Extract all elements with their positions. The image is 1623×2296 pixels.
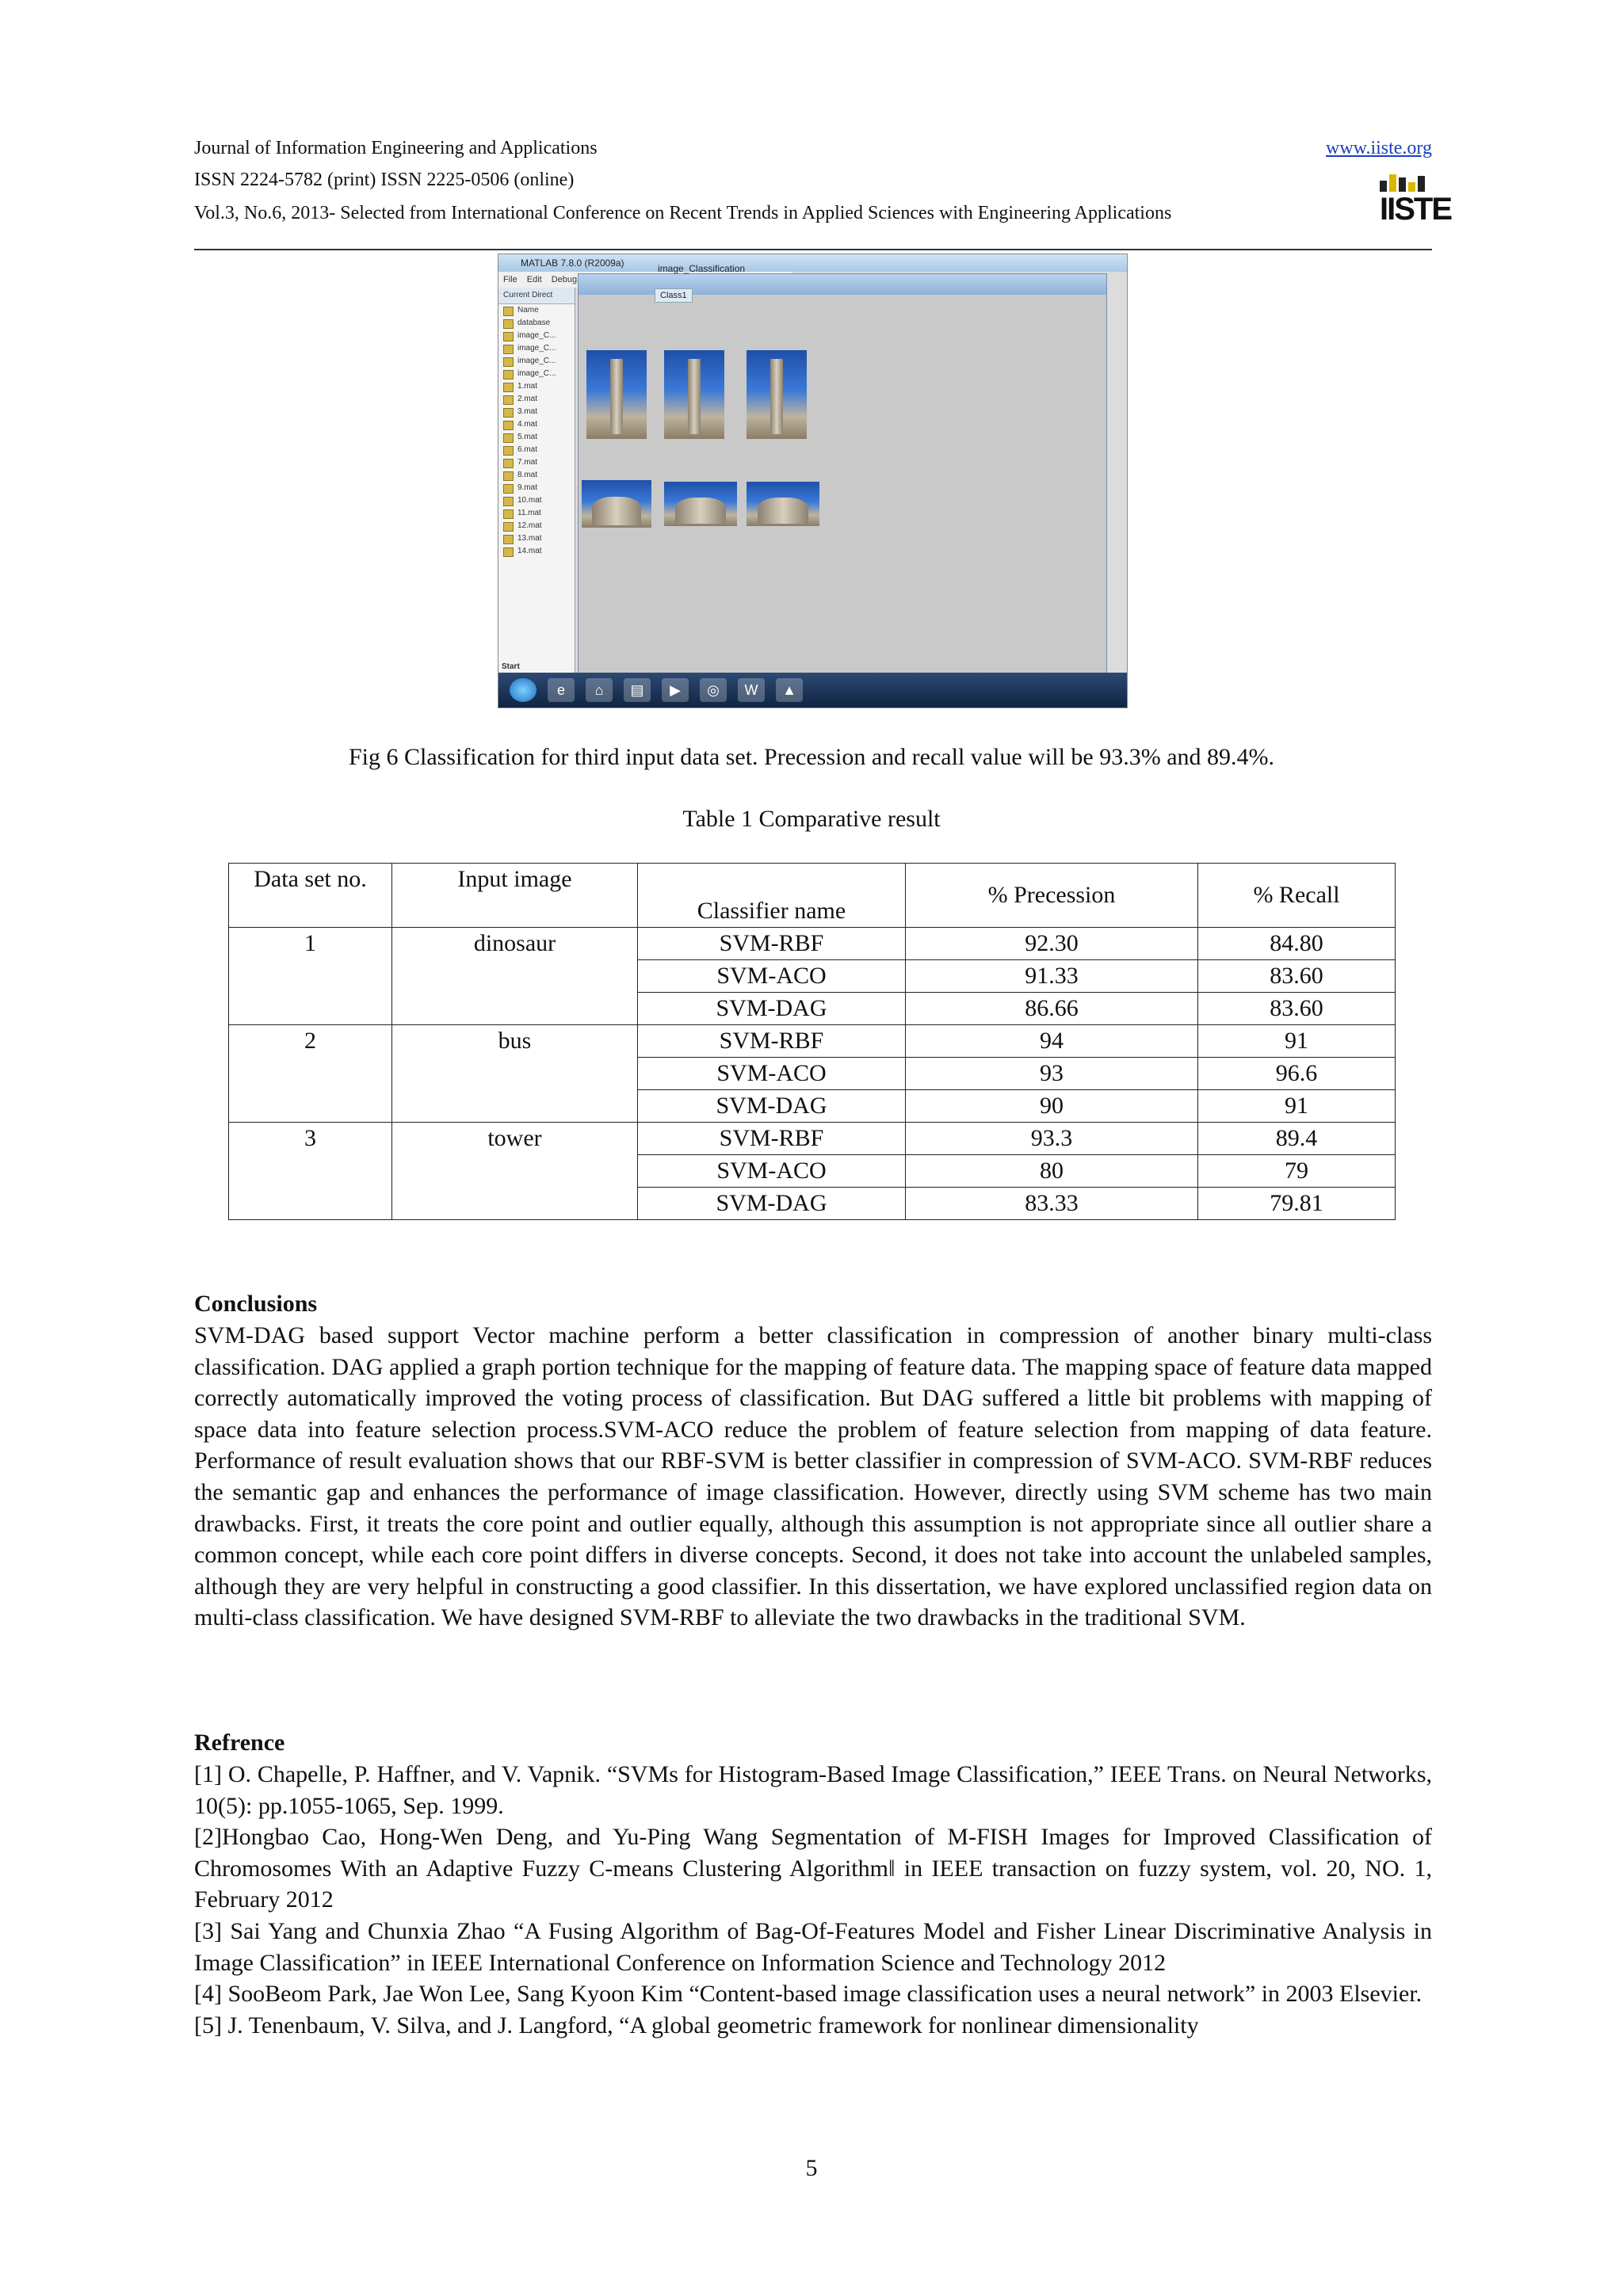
matlab-title: MATLAB 7.8.0 (R2009a)	[521, 257, 624, 269]
window-title: image_Classification	[658, 263, 746, 274]
header-classifier-name-text: Classifier name	[697, 898, 846, 924]
matlab-icon: ▲	[776, 678, 803, 702]
result-image	[582, 480, 651, 528]
cell-precession: 94	[906, 1025, 1198, 1058]
table-row	[229, 1123, 1396, 1155]
cell-precession: 93	[906, 1058, 1198, 1090]
cell-data-set-no: 3	[229, 1123, 392, 1220]
file-item: Name	[498, 304, 575, 317]
class-tab: Class1	[655, 288, 693, 303]
file-item: 3.mat	[498, 406, 575, 418]
windows-orb-icon	[510, 678, 537, 702]
cell-classifier: SVM-RBF	[638, 928, 906, 960]
header-data-set-no: Data set no.	[229, 864, 392, 928]
file-item: 7.mat	[498, 456, 575, 469]
journal-name: Journal of Information Engineering and Applications	[194, 138, 598, 158]
reference-item: [3] Sai Yang and Chunxia Zhao “A Fusing Algorithm of Bag-Of-Features Model and Fisher Linear Discriminative Analysis in Image Classification” in IEEE International Conference on Information Science and Technology 2012	[194, 1917, 1432, 1976]
menu-debug: Debug	[551, 275, 578, 284]
cell-precession: 90	[906, 1090, 1198, 1123]
result-image	[586, 350, 647, 439]
file-item: 9.mat	[498, 482, 575, 494]
cell-classifier: SVM-ACO	[638, 1058, 906, 1090]
file-item: image_C...	[498, 355, 575, 368]
header-input-image: Input image	[392, 864, 638, 928]
cell-recall: 83.60	[1198, 993, 1396, 1025]
cell-precession: 91.33	[906, 960, 1198, 993]
conclusions-paragraph: SVM-DAG based support Vector machine perform a better classification in compression of another binary multi-class classification. DAG applied a graph portion technique for the mapping of feature data. The mapping space of feature data mapped correctly automatically improved the voting process of classification. But DAG suffered a little bit problems with mapping of space data into feature selection process.SVM-ACO reduce the problem of feature selection from mapping of data feature. Performance of result evaluation shows that our RBF-SVM is better classifier in compression of SVM-ACO. SVM-RBF reduces the semantic gap and enhances the performance of image classification. However, directly using SVM scheme has two main drawbacks. First, it treats the core point and outlier equally, although this assumption is not appropriate since all outlier share a common concept, while each core point differs in diverse concepts. Second, it does not take into account the unlabeled samples, although they are very helpful in constructing a good classifier. In this dissertation, we have explored unclassified region data on multi-class classification. We have designed SVM-RBF to alleviate the two drawbacks in the traditional SVM.	[194, 1322, 1432, 1631]
cell-input-image: dinosaur	[392, 928, 638, 1025]
iiste-logo	[1380, 174, 1452, 231]
issn-line: ISSN 2224-5782 (print) ISSN 2225-0506 (online)	[194, 170, 575, 190]
result-image	[664, 482, 737, 526]
media-player-icon: ▶	[662, 678, 689, 702]
page-number: 5	[805, 2155, 818, 2181]
table-body	[229, 864, 1396, 1220]
cell-recall: 79.81	[1198, 1188, 1396, 1220]
word-icon: W	[738, 678, 765, 702]
cell-recall: 79	[1198, 1155, 1396, 1188]
page-header	[194, 136, 1452, 250]
file-item: 6.mat	[498, 444, 575, 456]
cell-classifier: SVM-ACO	[638, 1155, 906, 1188]
file-item: 10.mat	[498, 494, 575, 507]
cell-classifier: SVM-ACO	[638, 960, 906, 993]
reference-item: [2]Hongbao Cao, Hong-Wen Deng, and Yu-Ping Wang Segmentation of M-FISH Images for Improved Classification of Chromosomes With an Adaptive Fuzzy C-means Clustering Algorithm‖ in IEEE transaction on fuzzy system, vol. 20, NO. 1, February 2012	[194, 1824, 1432, 1913]
current-directory-header: Current Direct	[498, 288, 575, 304]
file-item: image_C...	[498, 342, 575, 355]
comparative-result-table	[228, 863, 1396, 1220]
cell-input-image: bus	[392, 1025, 638, 1123]
reference-list	[194, 1759, 1432, 2041]
file-list	[498, 304, 575, 558]
matlab-title-bar	[498, 254, 1127, 272]
cell-recall: 91	[1198, 1025, 1396, 1058]
conclusions-heading: Conclusions	[194, 1291, 318, 1317]
cell-input-image: tower	[392, 1123, 638, 1220]
home-icon: ⌂	[586, 678, 613, 702]
header-recall	[1198, 864, 1396, 928]
header-classifier-name	[638, 864, 906, 928]
header-precession-text: % Precession	[987, 882, 1116, 908]
file-item: 13.mat	[498, 532, 575, 545]
windows-taskbar	[498, 673, 1127, 707]
file-item: 1.mat	[498, 380, 575, 393]
file-item: 14.mat	[498, 545, 575, 558]
cell-precession: 93.3	[906, 1123, 1198, 1155]
matlab-screenshot-figure	[498, 254, 1128, 708]
folder-icon: ▤	[624, 678, 651, 702]
reference-item: [4] SooBeom Park, Jae Won Lee, Sang Kyoon Kim “Content-based image classification uses a neural network” in 2003 Elsevier.	[194, 1981, 1423, 2008]
menu-file: File	[503, 275, 517, 284]
chrome-icon: ◎	[700, 678, 727, 702]
file-item: 12.mat	[498, 520, 575, 532]
volume-line: Vol.3, No.6, 2013- Selected from International Conference on Recent Trends in Applied Sciences with Engineering Applications	[194, 203, 1172, 223]
cell-recall: 96.6	[1198, 1058, 1396, 1090]
reference-item: [5] J. Tenenbaum, V. Silva, and J. Langford, “A global geometric framework for nonlinear dimensionality	[194, 2012, 1199, 2039]
table-row	[229, 928, 1396, 960]
cell-data-set-no: 1	[229, 928, 392, 1025]
file-item: 4.mat	[498, 418, 575, 431]
result-image	[747, 482, 819, 526]
menu-edit: Edit	[526, 275, 542, 284]
journal-url-link[interactable]: www.iiste.org	[1326, 138, 1432, 158]
file-item: 2.mat	[498, 393, 575, 406]
ie-icon: e	[548, 678, 575, 702]
cell-classifier: SVM-DAG	[638, 1090, 906, 1123]
cell-classifier: SVM-RBF	[638, 1025, 906, 1058]
reference-item: [1] O. Chapelle, P. Haffner, and V. Vapnik. “SVMs for Histogram-Based Image Classification,” IEEE Trans. on Neural Networks, 10(5): pp.1055-1065, Sep. 1999.	[194, 1761, 1432, 1819]
cell-precession: 80	[906, 1155, 1198, 1188]
cell-data-set-no: 2	[229, 1025, 392, 1123]
classification-window	[578, 263, 1107, 674]
file-item: 8.mat	[498, 469, 575, 482]
file-item: 11.mat	[498, 507, 575, 520]
result-image	[664, 350, 724, 439]
file-item: image_C...	[498, 330, 575, 342]
start-button: Start	[502, 662, 520, 671]
file-item: image_C...	[498, 368, 575, 380]
cell-classifier: SVM-RBF	[638, 1123, 906, 1155]
cell-classifier: SVM-DAG	[638, 993, 906, 1025]
figure-caption: Fig 6 Classification for third input data set. Precession and recall value will be 93.3% and 89.4%.	[348, 744, 1275, 770]
cell-precession: 83.33	[906, 1188, 1198, 1220]
header-recall-text: % Recall	[1253, 882, 1340, 908]
result-image	[747, 350, 807, 439]
header-precession	[906, 864, 1198, 928]
file-item: database	[498, 317, 575, 330]
current-directory-panel	[498, 288, 575, 673]
table-header-row	[229, 864, 1396, 928]
cell-precession: 86.66	[906, 993, 1198, 1025]
table-caption: Table 1 Comparative result	[682, 806, 941, 832]
cell-recall: 91	[1198, 1090, 1396, 1123]
cell-precession: 92.30	[906, 928, 1198, 960]
cell-recall: 89.4	[1198, 1123, 1396, 1155]
file-item: 5.mat	[498, 431, 575, 444]
table-row	[229, 1025, 1396, 1058]
logo-wordmark: IISTE	[1380, 192, 1452, 227]
cell-recall: 83.60	[1198, 960, 1396, 993]
references-heading: Refrence	[194, 1730, 285, 1756]
cell-recall: 84.80	[1198, 928, 1396, 960]
cell-classifier: SVM-DAG	[638, 1188, 906, 1220]
